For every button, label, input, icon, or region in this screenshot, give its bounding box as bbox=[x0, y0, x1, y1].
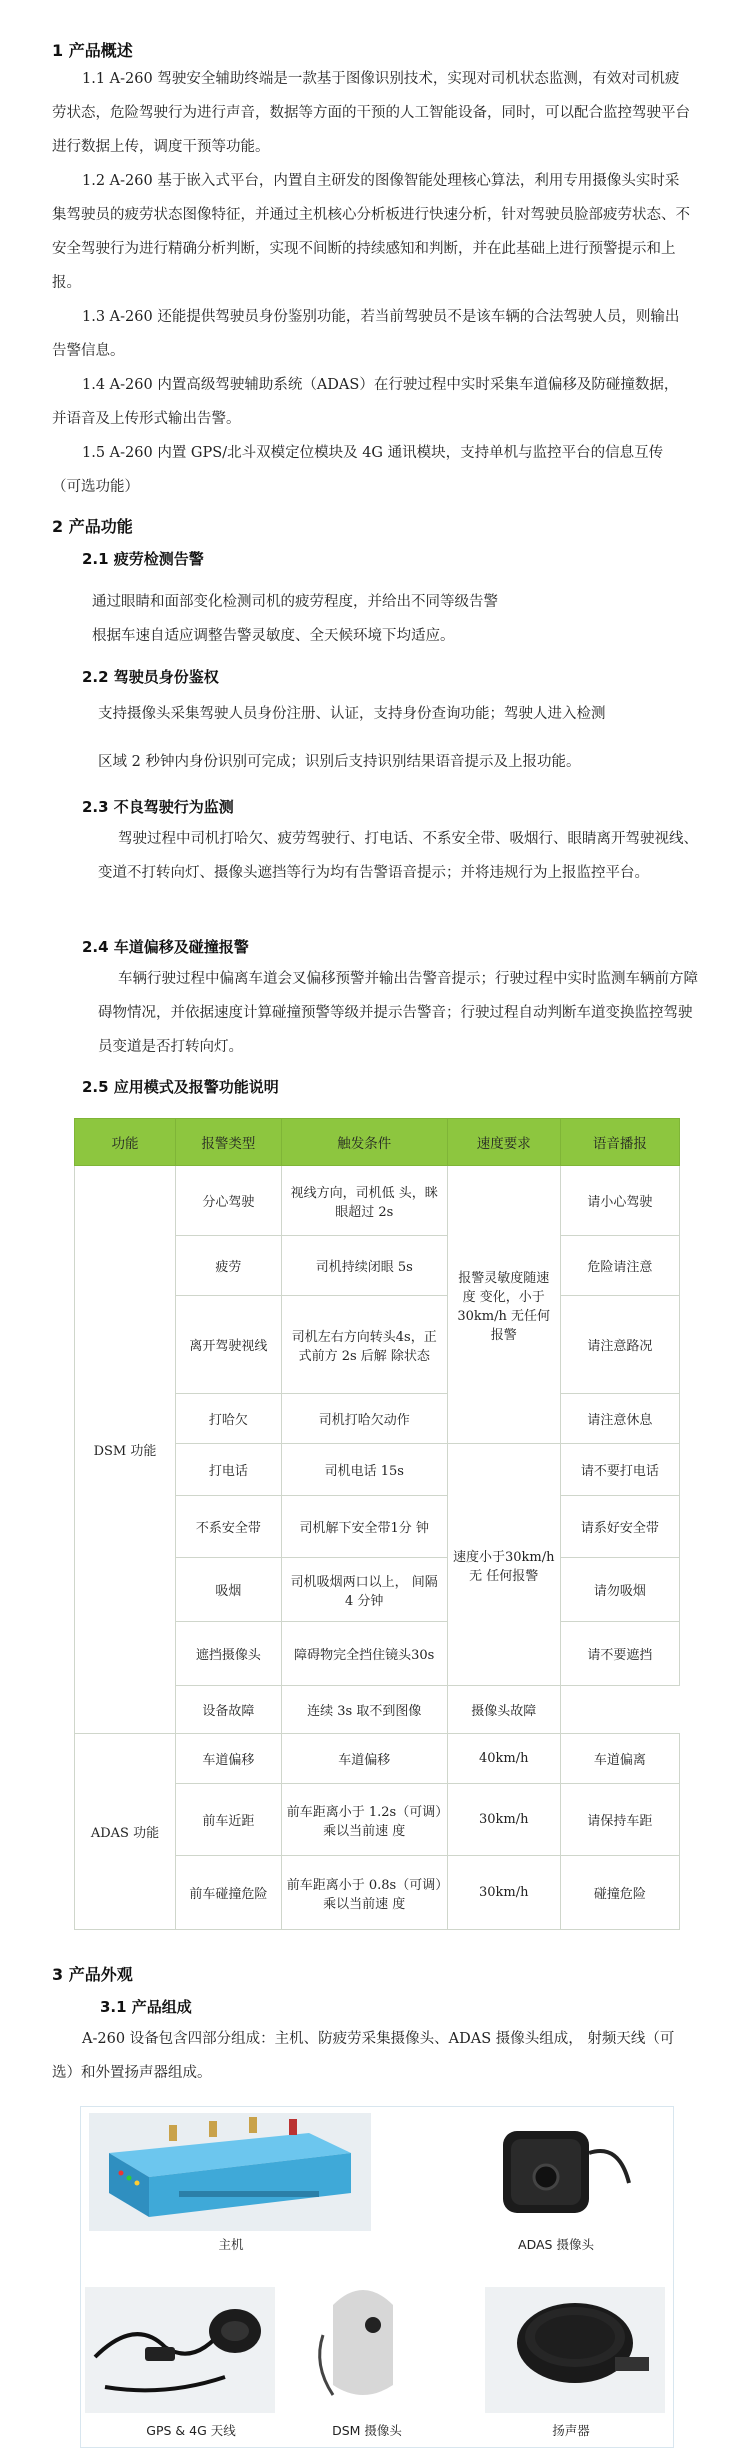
table-cell: 请保持车距 bbox=[560, 1784, 679, 1856]
table-cell: 视线方向，司机低 头，眯眼超过 2s bbox=[281, 1166, 447, 1236]
table-cell: 车道偏离 bbox=[560, 1734, 679, 1784]
table-cell: 请小心驾驶 bbox=[560, 1166, 679, 1236]
section-3-title: 3 产品外观 bbox=[52, 1965, 133, 1984]
table-header-row bbox=[75, 1119, 680, 1166]
table-row bbox=[75, 1734, 680, 1784]
table-cell: 打哈欠 bbox=[175, 1394, 281, 1444]
paragraph-1-2: 1.2 A-260 基于嵌入式平台，内置自主研发的图像智能处理核心算法，利用专用摄像头实时采集驾驶员的疲劳状态图像特征，并通过主机核心分析板进行快速分析，针对驾驶员脸部疲劳状态、不安全驾驶行为进行精确分析判断，实现不间断的持续感知和判断，并在此基础上进行预警提示和上报。 bbox=[52, 173, 690, 291]
table-cell: 司机左右方向转头4s，正式前方 2s 后解 除状态 bbox=[281, 1296, 447, 1394]
subsection-3-1-title: 3.1 产品组成 bbox=[100, 1998, 192, 2016]
table-header-cell: 触发条件 bbox=[281, 1119, 447, 1166]
table-cell: 请勿吸烟 bbox=[560, 1558, 679, 1622]
table-cell: 请系好安全带 bbox=[560, 1496, 679, 1558]
paragraph-1-3: 1.3 A-260 还能提供驾驶员身份鉴别功能，若当前驾驶员不是该车辆的合法驾驶人员，则输出告警信息。 bbox=[52, 309, 680, 359]
paragraph-1-4: 1.4 A-260 内置高级驾驶辅助系统（ADAS）在行驶过程中实时采集车道偏移及防碰撞数据，并语音及上传形式输出告警。 bbox=[52, 377, 679, 427]
table-cell: 不系安全带 bbox=[175, 1496, 281, 1558]
table-cell: 请注意休息 bbox=[560, 1394, 679, 1444]
table-cell: 司机打哈欠动作 bbox=[281, 1394, 447, 1444]
table-header-cell: 功能 bbox=[75, 1119, 176, 1166]
table-cell: 打电话 bbox=[175, 1444, 281, 1496]
product-photo-panel bbox=[80, 2106, 674, 2448]
dsm-caption: DSM 摄像头 bbox=[332, 2423, 402, 2438]
subsection-2-1-line-1: 通过眼睛和面部变化检测司机的疲劳程度，并给出不同等级告警 bbox=[92, 594, 498, 610]
table-header-cell: 语音播报 bbox=[560, 1119, 679, 1166]
table-cell: 前车距离小于 1.2s（可调）乘以当前速 度 bbox=[281, 1784, 447, 1856]
subsection-3-1-paragraph: A-260 设备包含四部分组成：主机、防疲劳采集摄像头、ADAS 摄像头组成， 射频天线（可选）和外置扬声器组成。 bbox=[52, 2031, 675, 2081]
gps-antenna-image bbox=[85, 2287, 275, 2413]
table-speed-cell: 速度小于30km/h 无 任何报警 bbox=[447, 1444, 560, 1686]
table-group-cell: DSM 功能 bbox=[75, 1166, 176, 1734]
host-unit-image bbox=[89, 2113, 371, 2231]
table-cell: 离开驾驶视线 bbox=[175, 1296, 281, 1394]
table-cell: 司机吸烟两口以上， 间隔 4 分钟 bbox=[281, 1558, 447, 1622]
speaker-image bbox=[485, 2287, 665, 2413]
table-cell: 前车碰撞危险 bbox=[175, 1856, 281, 1930]
subsection-2-5-title: 2.5 应用模式及报警功能说明 bbox=[82, 1078, 279, 1096]
subsection-2-2-line-2: 区域 2 秒钟内身份识别可完成；识别后支持识别结果语音提示及上报功能。 bbox=[98, 754, 581, 770]
table-cell: 请不要打电话 bbox=[560, 1444, 679, 1496]
subsection-2-3-title: 2.3 不良驾驶行为监测 bbox=[82, 798, 234, 816]
paragraph-1-1: 1.1 A-260 驾驶安全辅助终端是一款基于图像识别技术，实现对司机状态监测，有效对司机疲劳状态，危险驾驶行为进行声音，数据等方面的干预的人工智能设备，同时，可以配合监控驾驶平台进行数据上传，调度干预等功能。 bbox=[52, 71, 690, 155]
subsection-2-1-title: 2.1 疲劳检测告警 bbox=[82, 550, 204, 568]
table-cell: 请注意路况 bbox=[560, 1296, 679, 1394]
table-cell: 吸烟 bbox=[175, 1558, 281, 1622]
table-cell: 司机解下安全带1分 钟 bbox=[281, 1496, 447, 1558]
subsection-2-1-line-2: 根据车速自适应调整告警灵敏度、全天候环境下均适应。 bbox=[92, 628, 455, 644]
table-cell: 40km/h bbox=[447, 1734, 560, 1784]
table-cell: 摄像头故障 bbox=[447, 1686, 560, 1734]
speaker-caption: 扬声器 bbox=[552, 2423, 590, 2438]
table-cell: 遮挡摄像头 bbox=[175, 1622, 281, 1686]
host-caption: 主机 bbox=[218, 2237, 244, 2252]
subsection-2-3-paragraph: 驾驶过程中司机打哈欠、疲劳驾驶行、打电话、不系安全带、吸烟行、眼睛离开驾驶视线、变道不打转向灯、摄像头遮挡等行为均有告警语音提示；并将违规行为上报监控平台。 bbox=[98, 831, 698, 881]
table-cell: 设备故障 bbox=[175, 1686, 281, 1734]
table-row bbox=[75, 1166, 680, 1236]
subsection-2-4-paragraph: 车辆行驶过程中偏离车道会叉偏移预警并输出告警音提示；行驶过程中实时监测车辆前方障碍物情况，并依据速度计算碰撞预警等级并提示告警音；行驶过程自动判断车道变换监控驾驶员变道是否打转向灯。 bbox=[98, 971, 698, 1055]
table-cell: 30km/h bbox=[447, 1784, 560, 1856]
table-cell: 危险请注意 bbox=[560, 1236, 679, 1296]
subsection-2-2-line-1: 支持摄像头采集驾驶人员身份注册、认证，支持身份查询功能；驾驶人进入检测 bbox=[98, 706, 606, 722]
table-header-cell: 速度要求 bbox=[447, 1119, 560, 1166]
alarm-function-table bbox=[74, 1118, 680, 1930]
table-cell: 前车近距 bbox=[175, 1784, 281, 1856]
adas-caption: ADAS 摄像头 bbox=[518, 2237, 594, 2252]
table-header-cell: 报警类型 bbox=[175, 1119, 281, 1166]
table-cell: 30km/h bbox=[447, 1856, 560, 1930]
table-cell: 车道偏移 bbox=[175, 1734, 281, 1784]
table-cell: 连续 3s 取不到图像 bbox=[281, 1686, 447, 1734]
table-speed-cell: 报警灵敏度随速度 变化，小于30km/h 无任何报警 bbox=[447, 1166, 560, 1444]
subsection-2-4-title: 2.4 车道偏移及碰撞报警 bbox=[82, 938, 249, 956]
table-cell: 碰撞危险 bbox=[560, 1856, 679, 1930]
table-cell: 前车距离小于 0.8s（可调）乘以当前速 度 bbox=[281, 1856, 447, 1930]
section-2-title: 2 产品功能 bbox=[52, 517, 133, 536]
gps-caption: GPS & 4G 天线 bbox=[146, 2423, 236, 2438]
table-cell: 请不要遮挡 bbox=[560, 1622, 679, 1686]
table-cell: 分心驾驶 bbox=[175, 1166, 281, 1236]
table-group-cell: ADAS 功能 bbox=[75, 1734, 176, 1930]
section-1-title: 1 产品概述 bbox=[52, 41, 133, 60]
adas-camera-image bbox=[453, 2113, 653, 2233]
table-cell: 车道偏移 bbox=[281, 1734, 447, 1784]
subsection-2-2-title: 2.2 驾驶员身份鉴权 bbox=[82, 668, 219, 686]
table-cell: 障碍物完全挡住镜头30s bbox=[281, 1622, 447, 1686]
table-cell: 疲劳 bbox=[175, 1236, 281, 1296]
table-cell: 司机持续闭眼 5s bbox=[281, 1236, 447, 1296]
paragraph-1-5: 1.5 A-260 内置 GPS/北斗双模定位模块及 4G 通讯模块，支持单机与监控平台的信息互传（可选功能） bbox=[52, 445, 664, 495]
table-cell: 司机电话 15s bbox=[281, 1444, 447, 1496]
dsm-camera-image bbox=[303, 2265, 423, 2413]
